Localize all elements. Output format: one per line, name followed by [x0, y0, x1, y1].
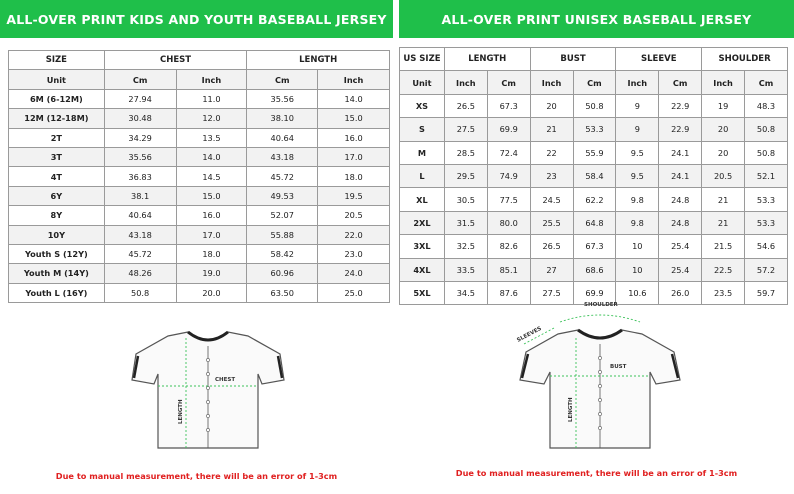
cell-chest-inch: 17.0 — [176, 225, 247, 244]
cell-bust-cm: 62.2 — [573, 188, 616, 211]
cell-chest-inch: 13.5 — [176, 128, 247, 147]
cell-length-cm: 52.07 — [247, 206, 318, 225]
cell-length-cm: 45.72 — [247, 167, 318, 186]
table-row — [9, 244, 390, 263]
cell-size: 2XL — [400, 211, 445, 234]
diagram-length-label: LENGTH — [178, 399, 184, 424]
cell-bust-cm: 53.3 — [573, 118, 616, 141]
unit-sleeve-cm: Cm — [659, 71, 702, 94]
cell-chest-inch: 14.5 — [176, 167, 247, 186]
cell-shoulder-inch: 21 — [702, 188, 745, 211]
diagram-length-label: LENGTH — [568, 397, 574, 422]
kids-title: ALL-OVER PRINT KIDS AND YOUTH BASEBALL JERSEY — [6, 11, 387, 27]
cell-shoulder-inch: 20 — [702, 118, 745, 141]
cell-chest-inch: 11.0 — [176, 89, 247, 108]
cell-size: 10Y — [9, 225, 105, 244]
cell-chest-cm: 27.94 — [104, 89, 176, 108]
cell-length-cm: 40.64 — [247, 128, 318, 147]
cell-size: L — [400, 164, 445, 187]
cell-length-inch: 20.5 — [318, 206, 390, 225]
cell-size: 2T — [9, 128, 105, 147]
cell-sleeve-inch: 9 — [616, 118, 659, 141]
table-row — [9, 89, 390, 108]
table-row — [9, 186, 390, 205]
cell-shoulder-cm: 52.1 — [745, 164, 788, 187]
table-row — [400, 235, 788, 258]
cell-sleeve-cm: 24.1 — [659, 164, 702, 187]
cell-chest-inch: 14.0 — [176, 147, 247, 166]
cell-bust-inch: 27 — [530, 258, 573, 281]
table-header-row — [400, 48, 788, 71]
header-length: LENGTH — [247, 51, 390, 70]
diagram-bust-label: BUST — [610, 364, 627, 370]
cell-length-cm: 87.6 — [487, 281, 530, 304]
diagram-shoulder-label: SHOULDER — [584, 302, 618, 308]
cell-length-cm: 58.42 — [247, 244, 318, 263]
cell-shoulder-cm: 53.3 — [745, 188, 788, 211]
cell-length-cm: 85.1 — [487, 258, 530, 281]
cell-sleeve-cm: 25.4 — [659, 258, 702, 281]
baseball-jersey-unisex-icon — [510, 298, 690, 454]
table-row — [400, 118, 788, 141]
unisex-title: ALL-OVER PRINT UNISEX BASEBALL JERSEY — [441, 11, 752, 27]
cell-sleeve-cm: 22.9 — [659, 94, 702, 117]
kids-title-banner — [0, 0, 393, 38]
cell-shoulder-inch: 20 — [702, 141, 745, 164]
table-row — [9, 264, 390, 283]
cell-sleeve-cm: 25.4 — [659, 235, 702, 258]
cell-shoulder-inch: 21 — [702, 211, 745, 234]
cell-bust-cm: 55.9 — [573, 141, 616, 164]
cell-length-inch: 16.0 — [318, 128, 390, 147]
cell-chest-inch: 12.0 — [176, 109, 247, 128]
diagram-sleeves-label: SLEEVES — [516, 325, 543, 344]
cell-length-inch: 18.0 — [318, 167, 390, 186]
cell-length-inch: 24.0 — [318, 264, 390, 283]
table-row — [400, 164, 788, 187]
cell-shoulder-inch: 20.5 — [702, 164, 745, 187]
table-row — [400, 258, 788, 281]
unisex-title-banner — [399, 0, 794, 38]
cell-length-inch: 33.5 — [444, 258, 487, 281]
cell-bust-inch: 24.5 — [530, 188, 573, 211]
cell-chest-cm: 43.18 — [104, 225, 176, 244]
table-unit-row — [9, 70, 390, 89]
cell-bust-inch: 25.5 — [530, 211, 573, 234]
table-row — [400, 188, 788, 211]
cell-chest-inch: 18.0 — [176, 244, 247, 263]
table-row — [9, 167, 390, 186]
cell-size: 3T — [9, 147, 105, 166]
header-chest: CHEST — [104, 51, 247, 70]
cell-bust-cm: 68.6 — [573, 258, 616, 281]
unit-chest-inch: Inch — [176, 70, 247, 89]
table-row — [9, 225, 390, 244]
unisex-size-table — [399, 47, 788, 305]
cell-sleeve-inch: 9 — [616, 94, 659, 117]
cell-length-inch: 27.5 — [444, 118, 487, 141]
cell-bust-cm: 69.9 — [573, 281, 616, 304]
unit-chest-cm: Cm — [104, 70, 176, 89]
cell-length-cm: 60.96 — [247, 264, 318, 283]
cell-length-cm: 82.6 — [487, 235, 530, 258]
cell-chest-cm: 30.48 — [104, 109, 176, 128]
cell-size: 12M (12-18M) — [9, 109, 105, 128]
cell-bust-inch: 20 — [530, 94, 573, 117]
header-shoulder: SHOULDER — [702, 48, 788, 71]
cell-chest-cm: 34.29 — [104, 128, 176, 147]
cell-sleeve-inch: 9.8 — [616, 188, 659, 211]
table-header-row — [9, 51, 390, 70]
cell-chest-inch: 19.0 — [176, 264, 247, 283]
cell-length-cm: 35.56 — [247, 89, 318, 108]
cell-bust-cm: 64.8 — [573, 211, 616, 234]
cell-sleeve-cm: 24.8 — [659, 211, 702, 234]
cell-chest-cm: 35.56 — [104, 147, 176, 166]
cell-size: M — [400, 141, 445, 164]
cell-chest-cm: 40.64 — [104, 206, 176, 225]
cell-shoulder-cm: 53.3 — [745, 211, 788, 234]
measurement-note-right: Due to manual measurement, there will be an error of 1-3cm — [455, 468, 738, 478]
cell-shoulder-inch: 23.5 — [702, 281, 745, 304]
table-row — [400, 141, 788, 164]
cell-chest-cm: 36.83 — [104, 167, 176, 186]
table-row — [9, 128, 390, 147]
header-length: LENGTH — [444, 48, 530, 71]
unit-length-inch: Inch — [318, 70, 390, 89]
cell-sleeve-inch: 10.6 — [616, 281, 659, 304]
unit-length-inch: Inch — [444, 71, 487, 94]
cell-length-inch: 31.5 — [444, 211, 487, 234]
cell-length-cm: 63.50 — [247, 283, 318, 302]
cell-sleeve-cm: 24.8 — [659, 188, 702, 211]
cell-sleeve-inch: 10 — [616, 235, 659, 258]
cell-bust-inch: 21 — [530, 118, 573, 141]
cell-shoulder-cm: 54.6 — [745, 235, 788, 258]
cell-length-cm: 55.88 — [247, 225, 318, 244]
cell-length-inch: 14.0 — [318, 89, 390, 108]
cell-chest-cm: 45.72 — [104, 244, 176, 263]
cell-length-cm: 74.9 — [487, 164, 530, 187]
cell-size: Youth L (16Y) — [9, 283, 105, 302]
cell-sleeve-cm: 22.9 — [659, 118, 702, 141]
cell-size: 6M (6-12M) — [9, 89, 105, 108]
header-size: SIZE — [9, 51, 105, 70]
cell-bust-cm: 50.8 — [573, 94, 616, 117]
cell-sleeve-inch: 9.5 — [616, 164, 659, 187]
cell-length-inch: 17.0 — [318, 147, 390, 166]
unit-label: Unit — [9, 70, 105, 89]
header-us-size: US SIZE — [400, 48, 445, 71]
cell-chest-inch: 15.0 — [176, 186, 247, 205]
cell-length-inch: 15.0 — [318, 109, 390, 128]
unit-sleeve-inch: Inch — [616, 71, 659, 94]
cell-bust-inch: 22 — [530, 141, 573, 164]
cell-size: 4T — [9, 167, 105, 186]
cell-length-inch: 30.5 — [444, 188, 487, 211]
cell-length-inch: 26.5 — [444, 94, 487, 117]
cell-shoulder-cm: 50.8 — [745, 141, 788, 164]
cell-size: XS — [400, 94, 445, 117]
cell-length-inch: 32.5 — [444, 235, 487, 258]
cell-size: Youth M (14Y) — [9, 264, 105, 283]
cell-chest-cm: 48.26 — [104, 264, 176, 283]
cell-chest-inch: 16.0 — [176, 206, 247, 225]
header-sleeve: SLEEVE — [616, 48, 702, 71]
cell-chest-cm: 38.1 — [104, 186, 176, 205]
cell-sleeve-inch: 10 — [616, 258, 659, 281]
unit-length-cm: Cm — [487, 71, 530, 94]
cell-length-inch: 23.0 — [318, 244, 390, 263]
unit-shoulder-inch: Inch — [702, 71, 745, 94]
table-row — [9, 109, 390, 128]
cell-sleeve-cm: 24.1 — [659, 141, 702, 164]
cell-sleeve-cm: 26.0 — [659, 281, 702, 304]
cell-shoulder-cm: 57.2 — [745, 258, 788, 281]
cell-size: 5XL — [400, 281, 445, 304]
cell-shoulder-cm: 59.7 — [745, 281, 788, 304]
cell-bust-inch: 26.5 — [530, 235, 573, 258]
cell-size: 8Y — [9, 206, 105, 225]
cell-length-cm: 72.4 — [487, 141, 530, 164]
cell-bust-cm: 67.3 — [573, 235, 616, 258]
cell-shoulder-cm: 48.3 — [745, 94, 788, 117]
table-row — [9, 147, 390, 166]
cell-length-cm: 38.10 — [247, 109, 318, 128]
cell-chest-inch: 20.0 — [176, 283, 247, 302]
cell-length-inch: 29.5 — [444, 164, 487, 187]
cell-size: 3XL — [400, 235, 445, 258]
cell-sleeve-inch: 9.5 — [616, 141, 659, 164]
kids-size-table — [8, 50, 390, 303]
cell-length-cm: 67.3 — [487, 94, 530, 117]
cell-size: 6Y — [9, 186, 105, 205]
cell-length-cm: 77.5 — [487, 188, 530, 211]
unit-label: Unit — [400, 71, 445, 94]
cell-size: Youth S (12Y) — [9, 244, 105, 263]
cell-length-inch: 25.0 — [318, 283, 390, 302]
cell-size: XL — [400, 188, 445, 211]
cell-length-inch: 34.5 — [444, 281, 487, 304]
cell-length-inch: 19.5 — [318, 186, 390, 205]
table-row — [9, 283, 390, 302]
cell-shoulder-inch: 22.5 — [702, 258, 745, 281]
unit-length-cm: Cm — [247, 70, 318, 89]
unit-bust-inch: Inch — [530, 71, 573, 94]
cell-shoulder-cm: 50.8 — [745, 118, 788, 141]
table-row — [400, 211, 788, 234]
cell-bust-inch: 23 — [530, 164, 573, 187]
cell-length-cm: 80.0 — [487, 211, 530, 234]
cell-length-cm: 69.9 — [487, 118, 530, 141]
table-row — [9, 206, 390, 225]
cell-length-inch: 22.0 — [318, 225, 390, 244]
cell-shoulder-inch: 21.5 — [702, 235, 745, 258]
unit-shoulder-cm: Cm — [745, 71, 788, 94]
diagram-chest-label: CHEST — [215, 377, 236, 383]
cell-length-cm: 49.53 — [247, 186, 318, 205]
cell-size: S — [400, 118, 445, 141]
cell-sleeve-inch: 9.8 — [616, 211, 659, 234]
cell-bust-inch: 27.5 — [530, 281, 573, 304]
measurement-note-left: Due to manual measurement, there will be an error of 1-3cm — [55, 471, 338, 481]
cell-bust-cm: 58.4 — [573, 164, 616, 187]
baseball-jersey-kids-icon — [128, 326, 288, 454]
table-row — [400, 94, 788, 117]
cell-length-cm: 43.18 — [247, 147, 318, 166]
cell-shoulder-inch: 19 — [702, 94, 745, 117]
cell-chest-cm: 50.8 — [104, 283, 176, 302]
unit-bust-cm: Cm — [573, 71, 616, 94]
header-bust: BUST — [530, 48, 616, 71]
cell-length-inch: 28.5 — [444, 141, 487, 164]
cell-size: 4XL — [400, 258, 445, 281]
table-unit-row — [400, 71, 788, 94]
